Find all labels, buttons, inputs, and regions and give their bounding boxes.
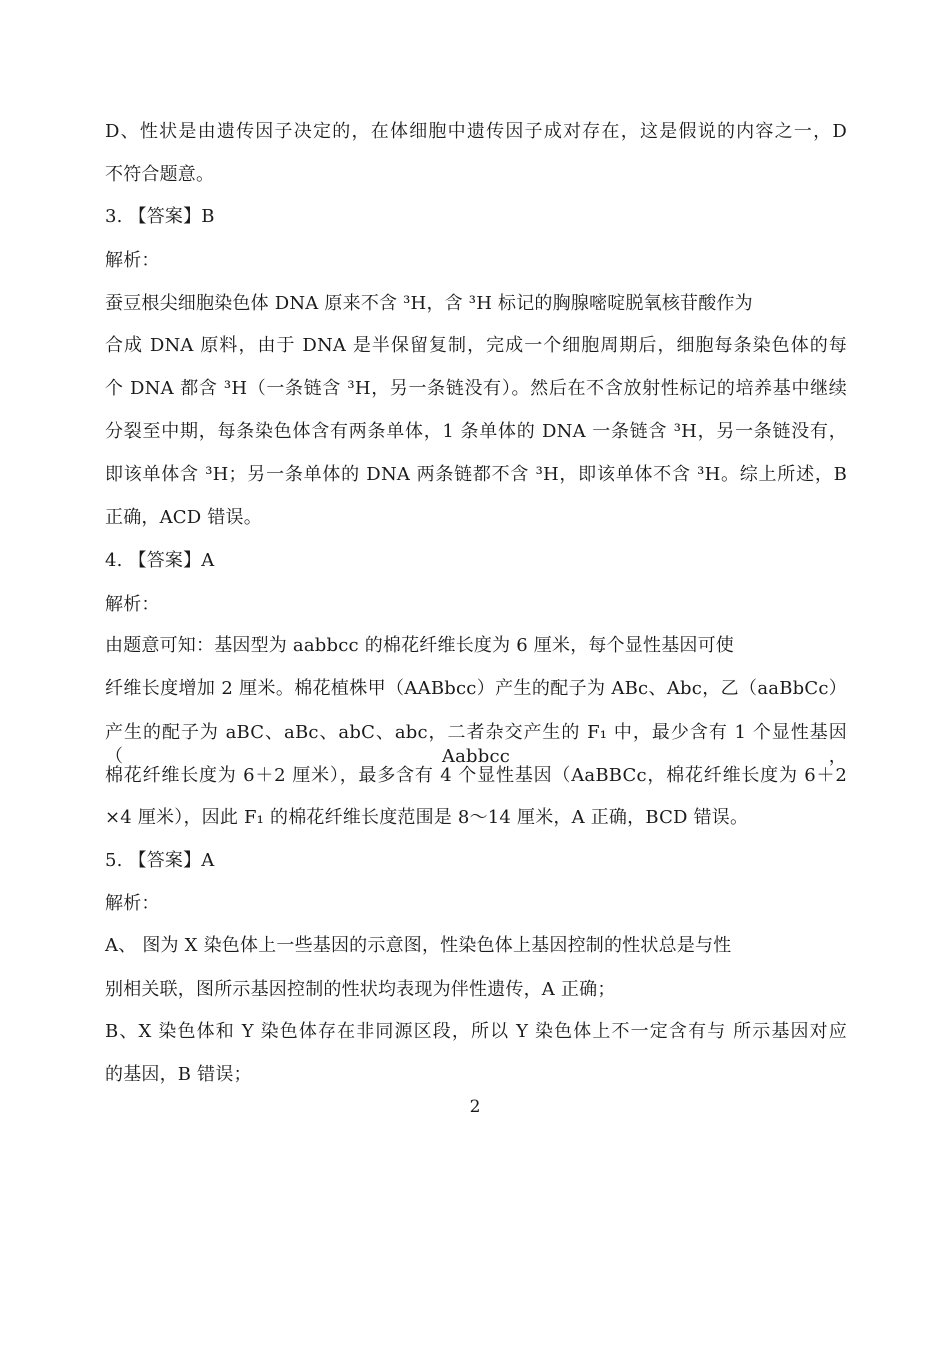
text-line: 解析： bbox=[105, 250, 160, 271]
text-line: 正确，ACD 错误。 bbox=[105, 507, 262, 528]
text-line: 纤维长度增加 2 厘米。棉花植株甲（AABbcc）产生的配子为 ABc、Abc，乙（aaBbCc） bbox=[105, 678, 847, 699]
text-line: 分裂至中期，每条染色体含有两条单体，1 条单体的 DNA 一条链含 ³H，另一条链没有， bbox=[105, 421, 847, 442]
text-line: ×4 厘米），因此 F₁ 的棉花纤维长度范围是 8～14 厘米，A 正确，BCD 错误。 bbox=[105, 807, 749, 828]
text-line: 解析： bbox=[105, 893, 160, 914]
text-line: 3. 【答案】B bbox=[105, 206, 215, 227]
page-number: 2 bbox=[469, 1097, 481, 1117]
text-line: A、 图为 X 染色体上一些基因的示意图，性染色体上基因控制的性状总是与性 bbox=[105, 935, 732, 956]
text-line: 解析： bbox=[105, 594, 160, 615]
text-line: 棉花纤维长度为 6＋2 厘米），最多含有 4 个显性基因（AaBBCc，棉花纤维长度为 6＋2 bbox=[105, 765, 847, 786]
text-line: 4. 【答案】A bbox=[105, 550, 215, 571]
text-line: 由题意可知：基因型为 aabbcc 的棉花纤维长度为 6 厘米，每个显性基因可使 bbox=[105, 635, 735, 656]
text-line: B、X 染色体和 Y 染色体存在非同源区段，所以 Y 染色体上不一定含有与 所示基因对应 bbox=[105, 1021, 847, 1042]
text-line: 蚕豆根尖细胞染色体 DNA 原来不含 ³H，含 ³H 标记的胸腺嘧啶脱氧核苷酸作为 bbox=[105, 293, 753, 314]
text-line: 产生的配子为 aBC、aBc、abC、abc，二者杂交产生的 F₁ 中，最少含有 1 个显性基因（Aabbcc， bbox=[105, 722, 847, 767]
text-line: D、性状是由遗传因子决定的，在体细胞中遗传因子成对存在，这是假说的内容之一，D bbox=[105, 121, 847, 142]
text-line: 的基因，B 错误； bbox=[105, 1064, 252, 1085]
text-line: 合成 DNA 原料，由于 DNA 是半保留复制，完成一个细胞周期后，细胞每条染色体的每 bbox=[105, 335, 847, 356]
text-line: 即该单体含 ³H；另一条单体的 DNA 两条链都不含 ³H，即该单体不含 ³H。综上所述，B bbox=[105, 464, 847, 485]
text-line: 别相关联，图所示基因控制的性状均表现为伴性遗传，A 正确； bbox=[105, 979, 616, 1000]
text-line: 5. 【答案】A bbox=[105, 850, 215, 871]
text-line: 不符合题意。 bbox=[105, 164, 215, 185]
text-line: 个 DNA 都含 ³H（一条链含 ³H，另一条链没有）。然后在不含放射性标记的培养基中继续 bbox=[105, 378, 847, 399]
